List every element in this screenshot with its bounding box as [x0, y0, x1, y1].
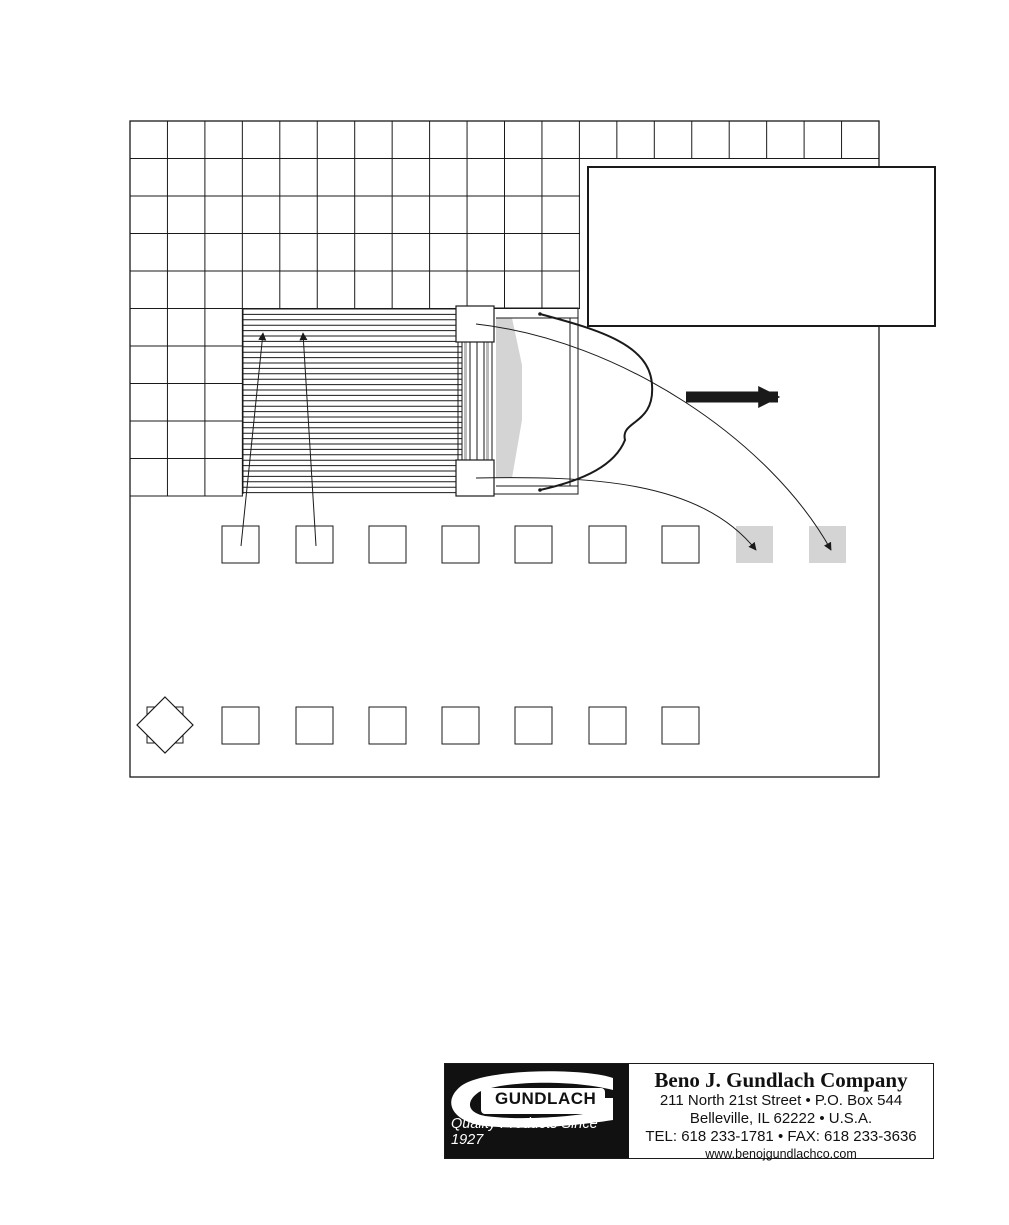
square: [589, 526, 626, 563]
square: [515, 526, 552, 563]
shaded-square: [736, 526, 773, 563]
roller: [462, 340, 492, 460]
tagline: Quality Products Since 1927: [451, 1116, 598, 1148]
square: [442, 707, 479, 744]
square: [222, 526, 259, 563]
website-link[interactable]: www.benojgundlachco.com: [705, 1147, 857, 1161]
square-row-2: [222, 707, 699, 744]
square: [296, 526, 333, 563]
company-footer: [444, 1063, 934, 1159]
company-logo: [445, 1064, 629, 1158]
square: [662, 707, 699, 744]
square: [662, 526, 699, 563]
cable: [540, 314, 652, 490]
arrow-left-2: [303, 333, 316, 546]
square: [296, 707, 333, 744]
logo-wordmark: GUNDLACH: [495, 1089, 597, 1108]
sheet-stack: [243, 309, 462, 493]
phone-line: TEL: 618 233-1781 • FAX: 618 233-3636: [645, 1128, 917, 1145]
square: [369, 526, 406, 563]
square: [589, 707, 626, 744]
address-line-2: Belleville, IL 62222 • U.S.A.: [689, 1110, 873, 1127]
square: [369, 707, 406, 744]
company-name: Beno J. Gundlach Company: [654, 1068, 908, 1092]
square: [442, 526, 479, 563]
arrow-left-1: [241, 333, 263, 546]
address-line-1: 211 North 21st Street • P.O. Box 544: [659, 1092, 903, 1109]
company-info: [629, 1064, 933, 1161]
square: [222, 707, 259, 744]
roller-block-top: [456, 306, 494, 342]
square: [515, 707, 552, 744]
arrow-curve-top: [476, 324, 831, 550]
text-box: [588, 167, 935, 326]
shaded-stack: [496, 318, 522, 478]
diamond-marker: [137, 697, 193, 753]
